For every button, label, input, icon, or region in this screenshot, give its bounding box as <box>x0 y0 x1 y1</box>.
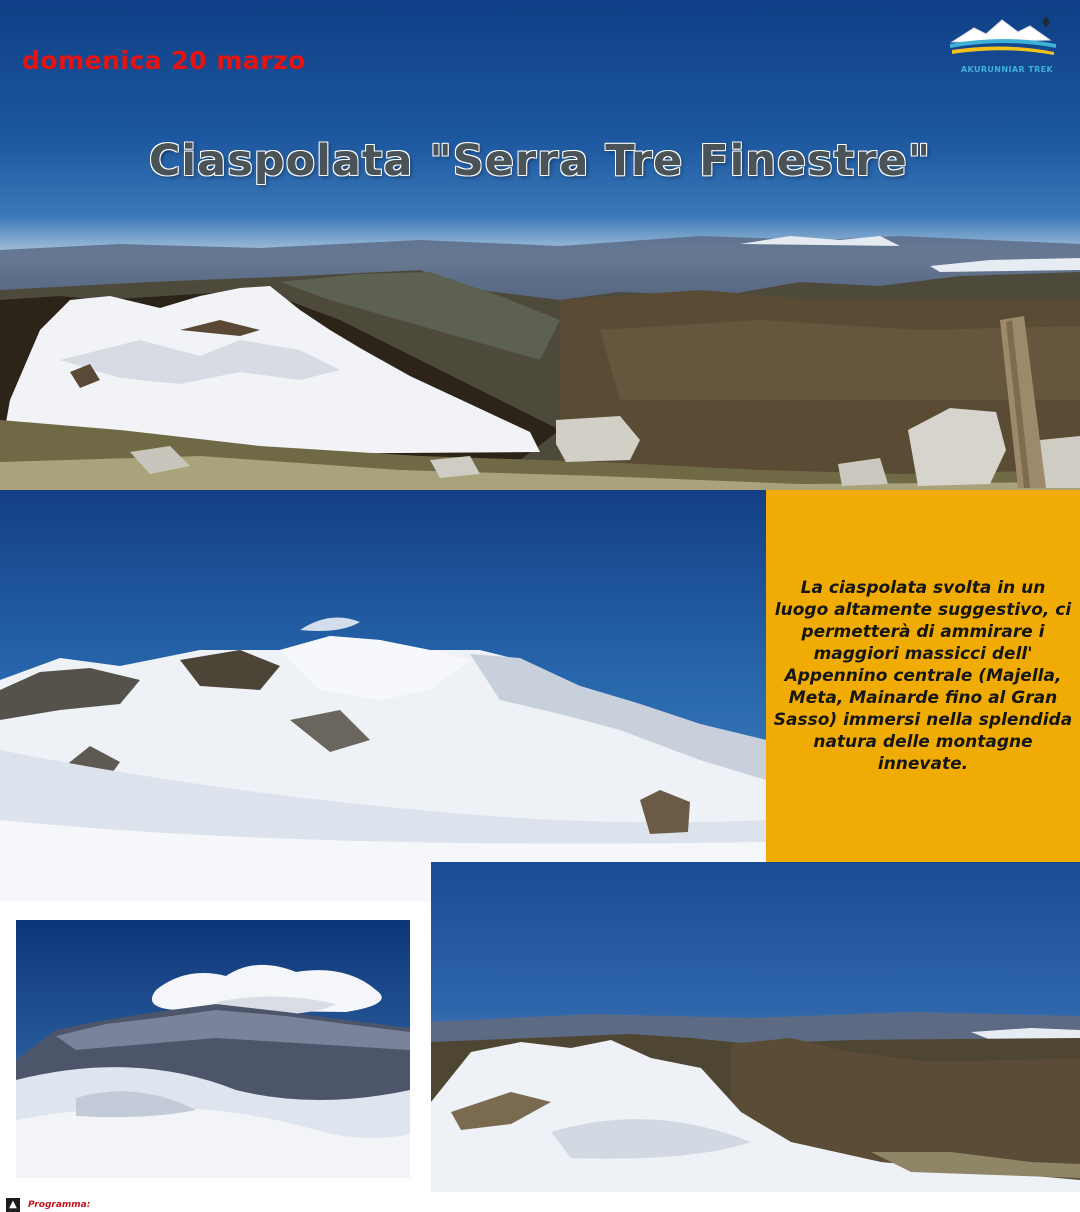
hiker-icon: ▲ <box>6 1198 20 1212</box>
mountain-clouds-landscape <box>16 920 410 1178</box>
logo-mountain-icon <box>944 12 1070 62</box>
ridge-valley-photo <box>431 862 1080 1192</box>
snowy-peaks-landscape <box>0 490 766 902</box>
mountain-clouds-photo <box>16 920 410 1178</box>
logo-text: AKURUNNIAR TREK <box>960 65 1054 74</box>
ridge-valley-landscape <box>431 862 1080 1192</box>
snowy-peaks-photo <box>0 490 766 902</box>
hero-photo <box>0 0 1080 490</box>
event-date: domenica 20 marzo <box>22 46 306 75</box>
description-box <box>766 490 1080 862</box>
description-text: La ciaspolata svolta in un luogo altamente suggestivo, ci permetterà di ammirare i maggiori massicci dell' Appennino centrale (Majella, Meta, Mainarde fino al Gran Sasso) immersi nella splendida natura delle montagne innevate. <box>773 578 1073 774</box>
programma-label: Programma: <box>28 1200 91 1210</box>
akurunniar-trek-logo <box>944 12 1070 74</box>
event-title: Ciaspolata "Serra Tre Finestre" <box>148 136 932 186</box>
